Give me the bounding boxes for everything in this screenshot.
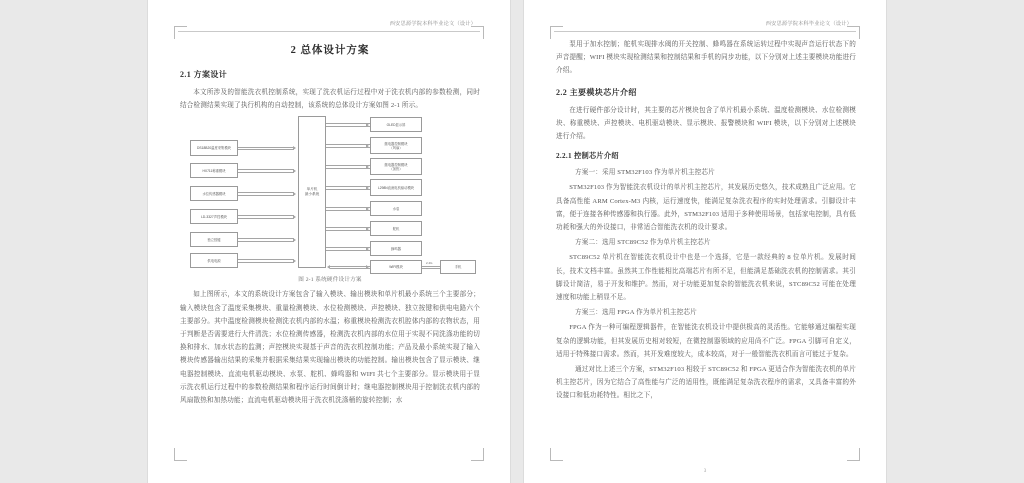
diagram-connector [238,169,294,172]
diagram-output-label: 舵机 [392,226,400,231]
diagram-arrow [327,265,330,269]
diagram-connector [330,266,370,269]
diagram-arrow [366,207,369,211]
diagram-output-box-buzzer [370,241,422,256]
diagram-output-label: 继电器控制模块 （风扇） [384,141,408,150]
diagram-mcu-block [298,116,326,268]
section-heading-2-2: 2.2 主要模块芯片介绍 [556,87,637,97]
chapter-title: 2 总体设计方案 [290,45,370,56]
diagram-connector [238,259,294,262]
diagram-connector [326,247,370,250]
paragraph-system-modules: 如上图所示，本文的系统设计方案包含了输入模块、输出模块和单片机最小系统三个主要部分；输入模块包含了温度采集模块、重量检测模块、水位检测模块、声控模块、独立按键和供电电路六个主要部分。其中温度检测模块检测洗衣机内部的水温；称重模块检测洗衣机腔体内部的衣物状态，用于判断是否需要进行大件清洗；水位检测传感器，检测洗衣机内部的水位用于实现不同洗涤功能的切换和排水、加水状态的监测；声控模块实现基于声音的洗衣机控制功能；产品及最小系统实现了输入模块传感器输出结果的采集并根据采集结果实现输出模块的功能控制。输出模块包含了显示模块、继电器控制模块、直流电机驱动模块、水泵、舵机、蜂鸣器和 WIFI 共七个主要部分。显示模块用于显示洗衣机运行过程中的参数检测结果和程序运行时间倒计时；继电器控制模块用于控制洗衣机内部的风扇散热和加热功能；直流电机驱动模块用于洗衣机洗涤桶的旋转控制；水 [180,291,480,405]
diagram-input-box-power [190,253,238,268]
document-page-left[interactable] [148,0,510,483]
diagram-terminal-box-phone [440,260,476,274]
running-head: 西安思源学院本科毕业论文（设计） [389,21,476,27]
diagram-input-label: DS18B20温度采集模块 [197,146,231,151]
page-gutter [510,0,524,483]
diagram-output-label: 蜂鸣器 [391,246,401,251]
diagram-output-box-relay-fan [370,137,422,154]
scheme-2-body: STC89C52 单片机在智能洗衣机设计中也是一个选择，它是一款经典的 8 位单片机。发展时间长，技术文档丰富。虽然其工作性能相比高端芯片有所不足，但能满足基础洗衣机的控制需求。其引脚设计简洁，易于开发和维护。然而，对于功能更加复杂的智能洗衣机来说，STC89C52 可能在处理速度和功能上稍显不足。 [556,254,856,302]
page-body-left [180,36,480,409]
diagram-arrow [366,247,369,251]
diagram-terminal-label: 手机 [454,265,462,270]
diagram-output-label: L298N直流电机驱动模块 [377,185,415,190]
diagram-output-box-wifi [370,260,422,274]
diagram-output-box-pump [370,201,422,216]
diagram-connector [238,215,294,218]
section-heading-2-2-1: 2.2.1 控制芯片介绍 [556,152,619,161]
scheme-1-title: 方案一：采用 STM32F103 作为单片机主控芯片 [575,169,715,177]
diagram-arrow [293,238,296,242]
document-page-right[interactable] [524,0,886,483]
paragraph-module-chips-intro: 在进行硬件部分设计时，其主要的芯片模块包含了单片机最小系统、温度检测模块、水位检测模块、称重模块、声控模块、电机驱动模块、显示模块、报警模块和 WIFI 模块，以下分别对上述模块进行介绍。 [556,106,856,141]
diagram-output-label: OLED显示屏 [386,122,406,127]
diagram-output-box-motor-driver [370,179,422,196]
header-rule [178,31,480,32]
paragraph-scheme-design: 本文所涉及的智能洗衣机控制系统，实现了洗衣机运行过程中对于洗衣机内部的参数检测，同时结合检测结果实现了执行机构的自动控制，该系统的总体设计方案如图 2-1 所示。 [180,89,480,110]
diagram-output-label: WIFI模块 [389,265,403,270]
diagram-connector [326,186,370,189]
diagram-connector [326,123,370,126]
diagram-arrow [366,165,369,169]
scheme-3-body: FPGA 作为一种可编程逻辑器件，在智能洗衣机设计中提供极高的灵活性。它能够通过编程实现复杂的逻辑功能，但其发展历史相对较短，在微控制器领域的应用尚不广泛。FPGA 引脚可自定义，适用于特殊接口需求。然而，其开发难度较大，成本较高，对于一般智能洗衣机而言可能过于复杂。 [556,324,856,358]
diagram-arrow [366,227,369,231]
diagram-input-label: 供电电源 [207,258,221,263]
diagram-connector [326,165,370,168]
diagram-output-box-display [370,117,422,132]
diagram-connector [326,227,370,230]
diagram-input-box-keys [190,232,238,247]
diagram-link-label: 2.4G [426,261,433,266]
scheme-2-title: 方案二：选用 STC89C52 作为单片机主控芯片 [575,239,711,247]
diagram-output-box-relay-heat [370,158,422,175]
paragraph-output-modules-cont: 泵用于加水控制；舵机实现排水阀的开关控制、蜂鸣器在系统运转过程中实现声音运行状态下的声音提醒；WIFI 模块实现检测结果和控制结果和手机的同步功能，以下分别对上述主要模块功能进行介绍。 [556,41,856,75]
diagram-arrow [293,259,296,263]
scheme-1-body: STM32F103 作为智能洗衣机设计的单片机主控芯片，其发展历史悠久，技术成熟且广泛应用。它具备高性能 ARM Cortex-M3 内核，运行速度快，能满足复杂洗衣程序的实时处理需求。引脚设计丰富，便于连接各种传感器和执行器。此外，STM32F103 适用于多种使用场景，包括家电控制，具有低功耗和强大的外设接口，非常适合智能洗衣机的设计要求。 [556,184,856,232]
diagram-output-box-servo [370,221,422,236]
scheme-3-title: 方案三：选用 FPGA 作为单片机主控芯片 [575,309,697,317]
section-heading-2-1: 2.1 方案设计 [180,70,228,79]
diagram-arrow [366,265,369,269]
figure-caption: 图 2-1 系统硬件设计方案 [298,277,362,284]
crop-mark-bottom-left [174,448,187,461]
diagram-input-box-temperature [190,140,238,156]
diagram-output-label: 继电器控制模块 （加热） [384,162,408,171]
scheme-conclusion: 通过对比上述三个方案，STM32F103 相较于 STC89C52 和 FPGA 更适合作为智能洗衣机的单片机主控芯片，因为它结合了高性能与广泛的适用性，既能满足复杂洗衣程序的需求，又具备丰富的外设接口和低功耗特性。相比之下， [556,366,856,400]
diagram-connector [326,207,370,210]
system-block-diagram [180,114,480,272]
diagram-arrow [366,144,369,148]
diagram-arrow [293,146,296,150]
diagram-connector [238,238,294,241]
diagram-mcu-label: 单片机 最小系统 [304,187,320,197]
diagram-connector [422,266,440,269]
diagram-connector [238,192,294,195]
diagram-arrow [366,186,369,190]
diagram-arrow [293,169,296,173]
diagram-input-label: HX711称重模块 [202,168,226,173]
diagram-input-box-weight [190,163,238,178]
crop-mark-bottom-right [471,448,484,461]
header-rule [554,31,856,32]
diagram-output-label: 水泵 [392,206,400,211]
running-head: 西安思源学院本科毕业论文（设计） [765,21,852,27]
diagram-input-label: 水位传感器模块 [202,191,226,196]
page-body-right [556,36,856,405]
diagram-input-box-voice [190,209,238,224]
page-number: 3 [703,469,707,474]
diagram-arrow [293,215,296,219]
diagram-arrow [366,123,369,127]
diagram-input-label: LD-3327声控模块 [201,214,227,219]
diagram-connector [326,144,370,147]
crop-mark-bottom-right [847,448,860,461]
diagram-arrow [293,192,296,196]
diagram-input-label: 独立按键 [207,237,221,242]
diagram-input-box-water-level [190,186,238,201]
diagram-connector [238,147,294,150]
crop-mark-bottom-left [550,448,563,461]
